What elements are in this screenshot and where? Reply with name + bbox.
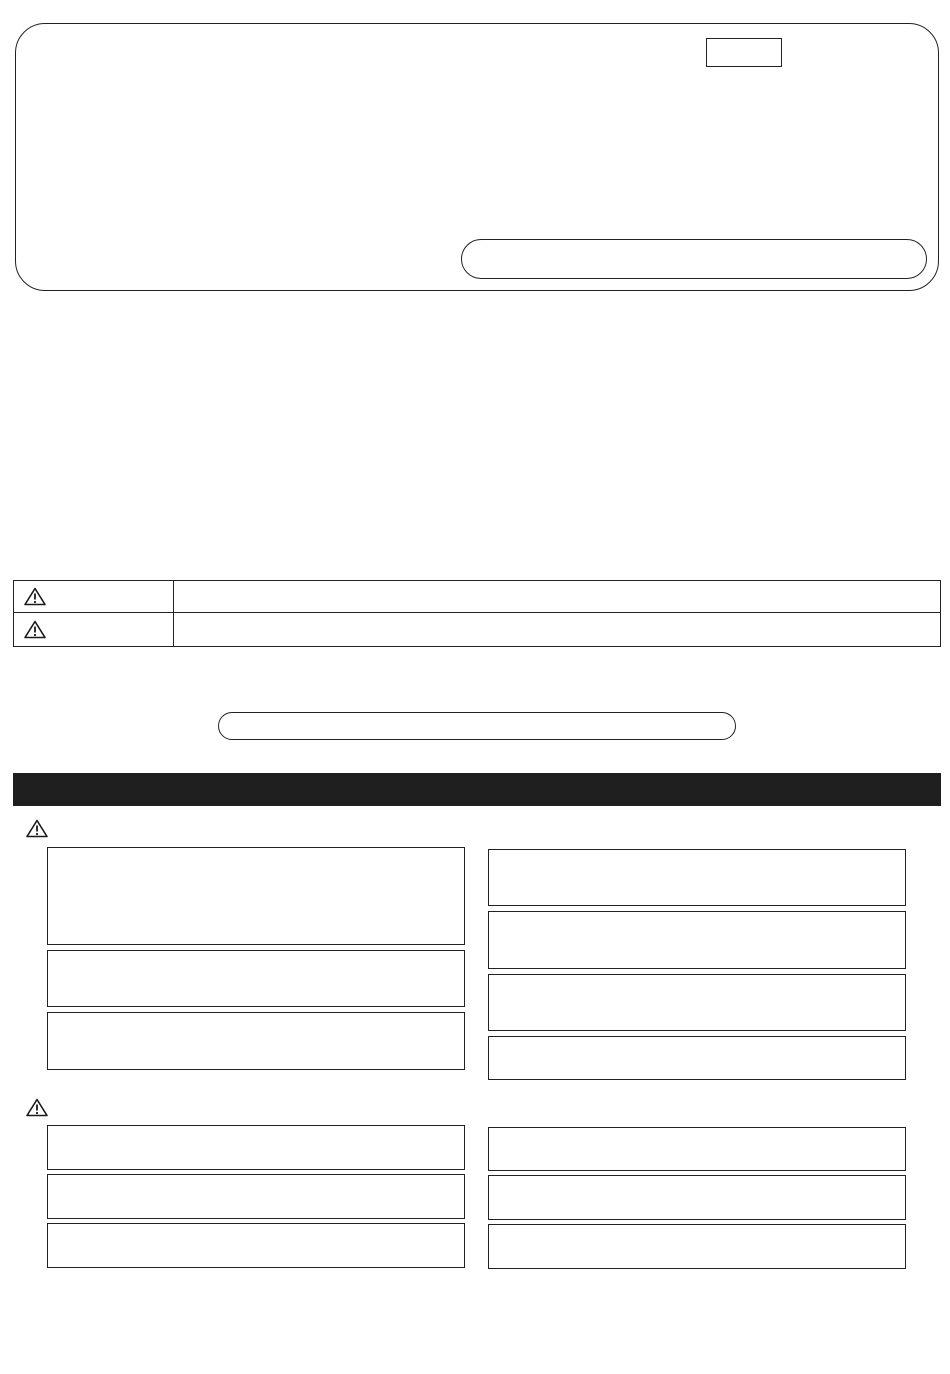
- notice-box: [47, 1223, 465, 1268]
- warning-triangle-icon: [26, 1098, 48, 1117]
- group-1-header: [26, 818, 48, 838]
- notice-box: [488, 1036, 906, 1080]
- signal-label-cell: [14, 613, 174, 646]
- notice-box: [47, 1012, 465, 1070]
- notice-box: [488, 1127, 906, 1171]
- header-pill: [461, 239, 927, 279]
- notice-box: [47, 1174, 465, 1219]
- center-pill: [218, 712, 736, 740]
- notice-box: [488, 1224, 906, 1269]
- warning-triangle-icon: [26, 819, 48, 838]
- notice-box: [488, 849, 906, 906]
- signal-description: [174, 581, 940, 612]
- warning-triangle-icon: [24, 620, 46, 639]
- header-tag-box: [706, 38, 782, 67]
- notice-box: [488, 911, 906, 969]
- notice-box: [47, 950, 465, 1007]
- signal-label-cell: [14, 581, 174, 612]
- signal-word-table: [13, 580, 941, 647]
- section-title-bar: [13, 773, 941, 806]
- notice-box: [488, 1175, 906, 1220]
- notice-box: [47, 847, 465, 945]
- signal-row: [14, 613, 940, 646]
- signal-description: [174, 613, 940, 646]
- warning-triangle-icon: [24, 587, 46, 606]
- notice-box: [488, 974, 906, 1031]
- signal-row: [14, 581, 940, 613]
- group-2-header: [26, 1097, 48, 1117]
- notice-box: [47, 1125, 465, 1170]
